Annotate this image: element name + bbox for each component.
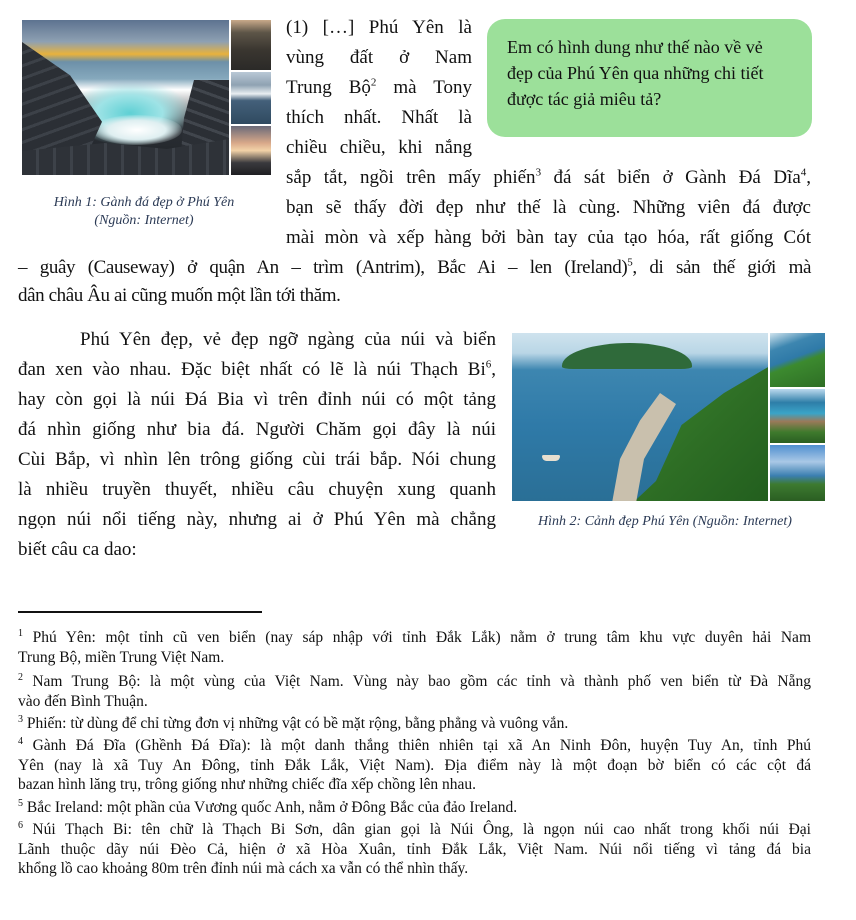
- footnote-ref-6[interactable]: 6: [485, 358, 492, 371]
- footnote-1: [18, 628, 811, 667]
- footnote-4: [18, 736, 811, 795]
- text-span: sắp tắt, ngồi trên mấy phiến: [286, 167, 536, 188]
- paragraph2-line: ngọn núi nổi tiếng này, nhưng ai ở Phú Yên mà chẳng: [18, 509, 496, 530]
- footnote-line: [18, 736, 811, 756]
- text-span: – guây (Causeway) ở quận An – trìm (Antrim), Bắc Ai – len (Ireland): [18, 257, 628, 278]
- text-span: đan xen vào nhau. Đặc biệt nhất có lẽ là núi Thạch Bi: [18, 359, 486, 380]
- figure1-thumbnail-3: [231, 126, 271, 175]
- figure1-caption: [18, 194, 270, 230]
- footnote-line: [18, 714, 811, 734]
- footnote-6: [18, 820, 811, 879]
- paragraph1-line: mài mòn và xếp hàng bởi bàn tay của tạo hóa, rất giống Cót: [286, 227, 811, 248]
- paragraph1-line: (1) […] Phú Yên là: [286, 17, 472, 38]
- text-span: ,: [806, 167, 811, 188]
- text-span: ,: [491, 359, 496, 380]
- footnote-ref-2[interactable]: 2: [370, 76, 377, 89]
- paragraph2-line: Phú Yên đẹp, vẻ đẹp ngỡ ngàng của núi và biển: [80, 329, 496, 350]
- footnote-3: [18, 714, 811, 734]
- text-span: Bắc Ireland: một phần của Vương quốc Anh, nằm ở Đông Bắc của đảo Ireland.: [26, 799, 518, 816]
- paragraph2-line: biết câu ca dao:: [18, 539, 137, 560]
- figure2-thumbnail-2: [770, 389, 825, 443]
- paragraph1-line: chiều chiều, khi nắng: [286, 137, 472, 158]
- footnote-line: Yên (nay là xã Tuy An Đông, tỉnh Đắk Lắk, Việt Nam). Địa điểm này là một đoạn bờ biển có các cột đá: [18, 756, 811, 774]
- figure1-caption-source: (Nguồn: Internet): [94, 213, 194, 228]
- paragraph1-line: dân châu Âu ai cũng muốn một lần tới thăm.: [18, 285, 341, 306]
- text-span: Nam Trung Bộ: là một vùng của Việt Nam. Vùng này bao gồm các tỉnh và thành phố ven biển từ Đà Nẵng: [32, 673, 811, 690]
- footnote-number: 4: [18, 735, 23, 747]
- footnote-line: [18, 820, 811, 840]
- figure2-thumbnail-3: [770, 445, 825, 501]
- footnote-ref-5[interactable]: 5: [627, 256, 633, 269]
- footnote-line: vào đến Bình Thuận.: [18, 692, 148, 710]
- figure2-main-photo: [512, 333, 768, 501]
- paragraph2-line: [18, 356, 496, 384]
- paragraph2-line: đá nhìn giống như bia đá. Người Chăm gọi đây là núi: [18, 419, 496, 440]
- footnote-number: 3: [18, 713, 23, 725]
- photo-sea-foam: [92, 115, 182, 145]
- figure1-caption-title: Hình 1: Gành đá đẹp ở Phú Yên: [53, 195, 235, 210]
- photo-island: [562, 343, 692, 369]
- figure2-thumbnail-1: [770, 333, 825, 387]
- question-line: đẹp của Phú Yên qua những chi tiết: [507, 63, 764, 83]
- footnote-divider: [18, 611, 262, 613]
- paragraph1-line: bạn sẽ thấy đời đẹp như thế là cùng. Những viên đá được: [286, 197, 811, 218]
- footnote-number: 1: [18, 627, 23, 639]
- figure1-thumbnail-2: [231, 72, 271, 124]
- paragraph1-line: [286, 74, 472, 102]
- paragraph2-line: hay còn gọi là núi Đá Bia vì trên đỉnh núi có một tảng: [18, 389, 496, 410]
- paragraph2-line: là nhiều truyền thuyết, nhiều câu chuyện xung quanh: [18, 479, 496, 500]
- figure1-main-photo: [22, 20, 229, 175]
- figure1-thumbnail-1: [231, 20, 271, 70]
- footnote-line: Trung Bộ, miền Trung Việt Nam.: [18, 648, 225, 666]
- footnote-number: 5: [18, 797, 23, 809]
- paragraph2-line: Cùi Bắp, vì nhìn lên trông giống cùi trái bắp. Nói chung: [18, 449, 496, 470]
- text-span: Phiến: từ dùng để chỉ từng đơn vị những vật có bề mặt rộng, bằng phẳng và vuông vắn.: [26, 715, 569, 732]
- footnote-number: 2: [18, 671, 23, 683]
- question-callout: [487, 19, 812, 137]
- text-span: đá sát biển ở Gành Đá Dĩa: [541, 167, 801, 188]
- paragraph1-line: [286, 164, 811, 192]
- photo-boat: [542, 455, 560, 461]
- text-span: , di sản thế giới mà: [632, 257, 811, 278]
- footnote-ref-4[interactable]: 4: [800, 166, 807, 179]
- question-line: Em có hình dung như thế nào về vẻ: [507, 37, 763, 57]
- question-line: được tác giả miêu tả?: [507, 89, 662, 109]
- footnote-ref-3[interactable]: 3: [535, 166, 542, 179]
- text-span: Trung Bộ: [286, 77, 371, 98]
- text-span: Phú Yên: một tỉnh cũ ven biển (nay sáp nhập với tỉnh Đắk Lắk) nằm ở trung tâm khu vực duyên hải Nam: [32, 629, 811, 646]
- text-span: Núi Thạch Bi: tên chữ là Thạch Bi Sơn, dân gian gọi là Núi Ông, là ngọn núi cao nhất trong khối núi Đại: [32, 821, 811, 838]
- text-span: Gành Đá Đĩa (Ghềnh Đá Đĩa): là một danh thắng thiên nhiên tại xã An Ninh Đôn, huyện Tuy An, tỉnh Phú: [32, 737, 811, 754]
- footnote-line: [18, 672, 811, 692]
- footnote-line: [18, 798, 811, 818]
- footnote-line: khổng lồ cao khoảng 80m trên đỉnh núi mà cách xa vẫn có thể nhìn thấy.: [18, 860, 469, 877]
- paragraph1-line: [18, 254, 811, 282]
- footnote-line: [18, 628, 811, 648]
- footnote-5: [18, 798, 811, 818]
- footnote-number: 6: [18, 819, 23, 831]
- paragraph1-line: thích nhất. Nhất là: [286, 107, 472, 128]
- figure2-caption: Hình 2: Cảnh đẹp Phú Yên (Nguồn: Internet): [538, 514, 792, 529]
- paragraph1-line: vùng đất ở Nam: [286, 47, 472, 68]
- footnote-line: Lãnh thuộc dãy núi Đèo Cả, hiện ở xã Hòa Xuân, tỉnh Đắk Lắk, Việt Nam. Núi nổi tiếng vì tảng đá bia: [18, 840, 811, 858]
- text-span: mà Tony: [376, 77, 472, 98]
- footnote-line: bazan hình lăng trụ, trông giống như những chiếc đĩa xếp chồng lên nhau.: [18, 776, 477, 793]
- footnote-2: [18, 672, 811, 711]
